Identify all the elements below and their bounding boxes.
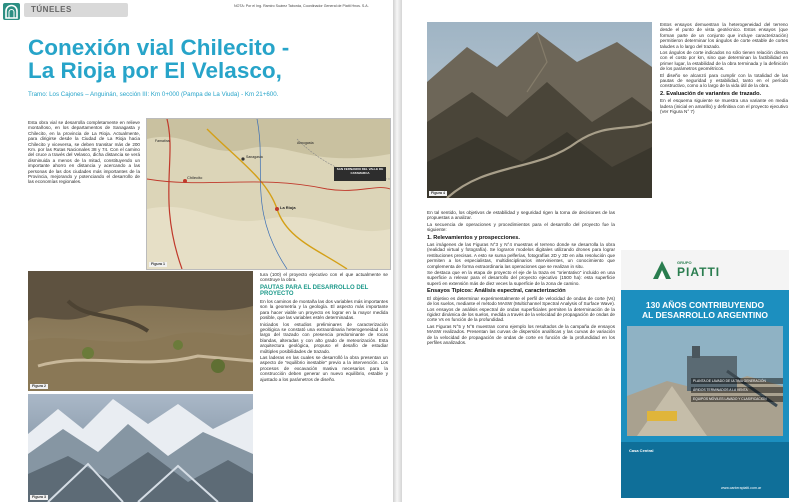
ad-brand-prefix: GRUPO (677, 260, 692, 265)
right-top-p3: El diseño se alcanzó para cumplir con la totalidad de las pautas de seguridad y estabilidad, tanto en el período constructivo, como a lo largo de la vida útil de la obra. (660, 72, 788, 89)
piatti-advertisement (621, 250, 789, 498)
left-col2-p1: tura (100) el proyecto ejecutivo con el que actualmente se construye la obra. (260, 272, 388, 283)
intro-column (28, 120, 140, 186)
right-top-p2: Los ángulos de corte indicados no sólo tienen relación directa con el costo por km, sino que determinan la factibilidad en primer lugar, la estabilidad de la obra terminada y la definición de los parámetros geométricos. (660, 50, 788, 72)
left-page (0, 0, 393, 502)
heading-variantes: 2. Evaluación de variantes de trazado. (660, 90, 762, 97)
tunnel-section-icon (3, 3, 20, 20)
right-col1-p3: Las imágenes de las Figuras N°3 y N°4 muestras el terreno donde se desarrolla la obra (realidad virtual y fotografía). Se lograron modelos digitales utilizando drones para lograr restituciones precisas. A esto se suma pelferías, fotografías 2D y 3D en alta resolución que permiten a los especialistas, multidisciplinarios intervinientes, un conocimiento que complementa de forma extraordinaria las operaciones que se realizan in situ. (427, 242, 615, 269)
right-page (402, 0, 795, 502)
figure-4-photo (427, 22, 652, 198)
article-subtitle: Tramo: Los Cajones – Anguinán, sección III: Km 0+000 (Pampa de La Viuda) - Km 21+600. (28, 91, 279, 98)
ad-items (691, 378, 783, 402)
ad-slogan-line1: 130 AÑOS CONTRIBUYENDO (645, 300, 765, 310)
ad-footer-title: Casa Central (629, 448, 654, 453)
ad-item: EQUIPOS MÓVILES LAVADO Y CLASIFICACIÓN (691, 396, 783, 402)
ad-footer-url[interactable]: www.canterapiatti.com.ar (721, 486, 762, 490)
right-top-p1: Estos ensayos demuestran la heterogeneidad del terreno desde el punto de vista geotécnico. Estos ensayos (que forman parte de un conjunto que incluye caracterización) permitieron determinar los ángulos de corte estable de cortes taludes a lo largo del trazado. (660, 22, 788, 49)
figure-1-map (146, 118, 391, 270)
right-col1-p1: En tal sentido, los objetivos de estabilidad y seguridad rigen la toma de decisiones de las propuestas a analizar. (427, 210, 615, 221)
map-label-catamarca: SAN FERNANDO DEL VALLE DE CATAMARCA (336, 167, 384, 175)
heading-relevamientos: 1. Relevamientos y prospecciones. (427, 234, 520, 241)
heading-pautas: PAUTAS PARA EL DESARROLLO DEL PROYECTO (260, 284, 369, 298)
left-column-2 (260, 272, 388, 383)
title-line-2: La Rioja por El Velasco, (28, 58, 282, 83)
figure-3-caption: Figura 3 (32, 495, 46, 499)
map-label-larioja: La Rioja (280, 205, 296, 210)
right-col1-p4: Se destaca que en la etapa de proyecto el eje de la traza es "orientativo" incluido en una superficie a relevar para el desarrollo del proyecto ejecutivo (1500 ha): esta superficie superó en extensión más de diez veces la superficie de la zona de camino. (427, 270, 615, 286)
right-top-column (660, 22, 788, 116)
section-label: TÚNELES (31, 5, 72, 14)
left-col2-p3: Iniciados los estudios preliminares de caracterización geológica se constató una extraordinaria heterogeneidad a lo largo del trazado con presencia predominante de rocas blandas, alteradas y con alto grado de meteorización. Esta arquitectura geológica, propuso el desafío de estudiar múltiples posibilidades de trazado. (260, 321, 388, 354)
map-label-chilecito: Chilecito (187, 175, 203, 180)
map-label-sanagasta: Sanagasta (246, 155, 263, 159)
left-col2-p4: Las laderas en las cuales se desarrolló la obra presentan un aspecto de "equilibrio inestable" previo a la intervención. Los procesos de excavación masiva necesarios para la construcción deben generar un nuevo equilibrio, estable y ajustado a los parámetros de diseño. (260, 355, 388, 382)
right-col1-p6: Las Figuras N°5 y N°6 muestran como ejemplo los resultados de la campaña de ensayos MASW realizados. Presentan las curvas de dispersión analíticas y las curvas de variación de la velocidad de propagación de ondas de corte en función de la profundidad en los perfiles analizados. (427, 323, 615, 345)
figure-3-photo (28, 394, 253, 502)
ad-footer (621, 442, 789, 498)
page-gutter (393, 0, 402, 502)
right-main-column (427, 210, 615, 346)
left-col2-p2: En los caminos de montaña las dos variables más importantes son la geometría y la geología. El aspecto más importante para hacer viable un proyecto es lograr en la mayor medida posible, que las variables estén determinadas. (260, 299, 388, 321)
author-note: NOTA: Por el Ing. Ramiro Suárez Taborda, Coordinador General de Piatti Hnos. S.A. (234, 4, 369, 8)
right-col1-p2: La secuencia de operaciones y procedimientos para el desarrollo del proyecto fue la siguiente: (427, 221, 615, 233)
ad-logo-bar (621, 250, 789, 290)
article-title (28, 36, 388, 82)
figure-2-caption: Figura 2 (32, 384, 46, 388)
right-col1-p5: El objetivo es determinar experimentalmente el perfil de velocidad de ondas de corte (Vs) de los suelos, mediante el método MASW (Multichannel Spectral Analysis of Surface Wave). Los ensayos de análisis espectral de ondas superficiales permiten la determinación de la rigidez dinámica de los suelos, medida a través de la velocidad de propagación de ondas de corte Vs en función de la profundidad. (427, 295, 616, 323)
ad-slogan-line2: AL DESARROLLO ARGENTINO (641, 310, 769, 320)
figure-4-caption: Figura 4 (431, 191, 445, 195)
intro-paragraph: Esta obra vial se desarrolla completamente en relieve montañoso, en los departamentos de Sanagasta y Chilecito, en la provincia de La Rioja. Actualmente, para dirigirse desde la Ciudad de La Rioja hacia Chilecito y viceversa, se deben transitar más de 200 Km. por las Rutas Nacionales 38 y 74. Con el camino del cruce a través del Velasco, dicha distancia se verá disminuida a menos de la mitad, constituyendo un importante ahorro en distancia y acercando a las personas de las dos ciudades más importantes de la Provincia, mejorando y potenciando el desarrollo de las economías regionales. (28, 120, 140, 185)
heading-ensayos: Ensayos Tipicos: Análisis espectral, caracterización (427, 288, 566, 295)
map-label-aimogasta: Aimogasta (297, 141, 314, 145)
figure-2-photo (28, 271, 253, 391)
title-line-1: Conexión vial Chilecito - (28, 35, 290, 60)
map-label-famatina: Famatina (155, 139, 170, 143)
ad-item: ÁRIDOS TERMINADOS A LA VENTA (691, 387, 783, 393)
ad-brand: PIATTI (677, 265, 721, 279)
ad-slogan (621, 300, 789, 320)
ad-item: PLANTA DE LAVADO DE ULTIMA GENERACIÓN (691, 378, 783, 384)
section-tab (24, 3, 128, 17)
right-top-p4: En el esquema siguiente se muestra una variante en media ladera (inicial en amarillo) y definitiva con el proyecto ejecutivo (Ver Figura N° 7) (660, 98, 788, 115)
figure-1-caption: Figura 1 (151, 262, 165, 266)
piatti-logo-icon (651, 259, 673, 281)
